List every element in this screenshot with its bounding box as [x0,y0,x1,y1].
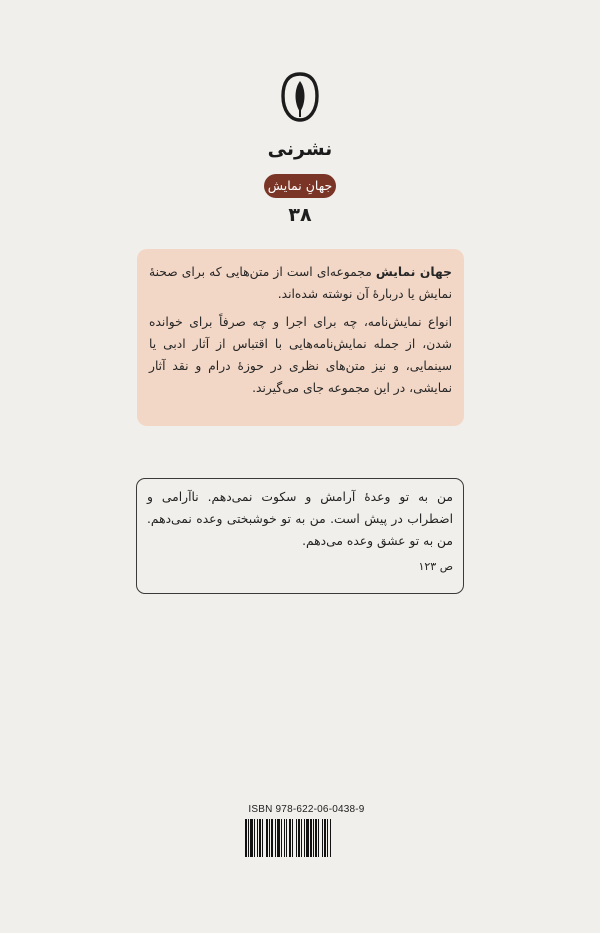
description-paragraph-1 [149,261,452,305]
isbn-number: ISBN 978-622-06-0438-9 [248,804,365,815]
publisher-name: نشرنی [267,138,333,160]
series-description-box [137,249,464,426]
barcode-icon [244,819,369,859]
series-number: ۳۸ [288,204,312,226]
publisher-logo-icon [281,72,319,122]
series-title-bold: جهان نمایش [375,265,452,279]
quote-page-reference: ص ۱۲۳ [418,560,453,573]
quote-text: من به تو وعدهٔ آرامش و سکوت نمی‌دهم. ناآرامی و اضطراب در پیش است. من به تو خوشبختی وعده نمی‌دهم. من به تو عشق وعده می‌دهم. [147,490,453,548]
isbn-block [244,804,369,860]
description-paragraph-2: انواع نمایش‌نامه، چه برای اجرا و چه صرفاً برای خوانده شدن، از جمله نمایش‌نامه‌هایی با اقتباس از آثار ادبی یا سینمایی، و نیز متن‌های نظری در حوزهٔ درام و نقد آثار نمایشی، در این مجموعه جای می‌گیرند. [149,315,452,395]
series-badge: جهانِ نمایش [264,174,336,198]
description-text-1: مجموعه‌ای است از متن‌هایی که برای صحنهٔ نمایش یا دربارهٔ آن نوشته شده‌اند. [149,265,452,301]
quote-box [136,478,464,594]
